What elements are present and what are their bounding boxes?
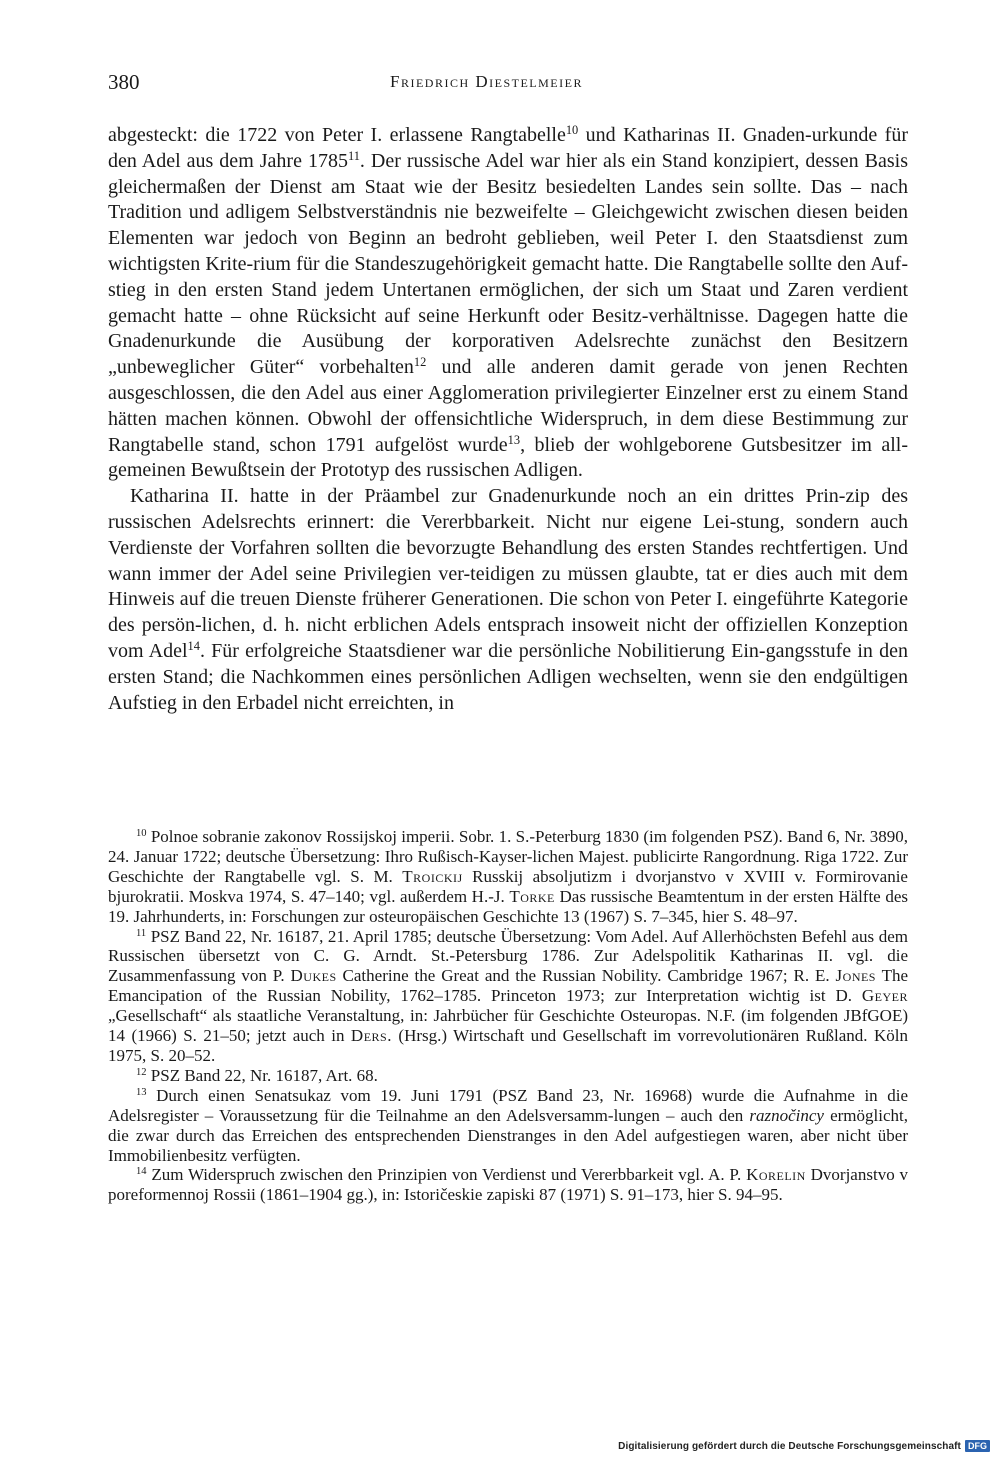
footnote-number: 13 (136, 1086, 147, 1098)
main-text (108, 123, 908, 716)
author-name: Ders. (350, 1026, 392, 1046)
digitization-footer (618, 1440, 990, 1452)
text-run: . Der russische Adel war hier als ein Stand konzipiert, dessen Basis gleichermaßen der Dienst am Staat wie der Besitz besiedelten Landes sein sollte. Das – nach Tradition und adligem Selbstverständnis nie bezweifelte – Gleichgewicht zwischen diesen beiden Elementen war jedoch von Beginn an bedroht geblieben, weil Peter I. den Staatsdienst zum wichtigsten Krite-rium für die Standeszugehörigkeit gemacht hatte. Die Rangtabelle sollte den Auf-stieg in den ersten Stand jedem Untertanen ermöglichen, der sich um Staat und Zaren verdient gemacht hatte – ohne Rücksicht auf seine Herkunft oder Besitz-verhältnisse. Dagegen hatte die Gnadenurkunde die Ausübung der korporativen Adelsrechte zunächst den Besitzern „unbeweglicher Güter“ vorbehalten (108, 149, 908, 379)
author-name: Geyer (861, 986, 908, 1006)
footnote-ref: 13 (507, 432, 521, 447)
author-name: Dukes (290, 966, 337, 986)
text-run: PSZ Band 22, Nr. 16187, Art. 68. (146, 1065, 378, 1085)
paragraph-2 (108, 484, 908, 716)
text-run: Russkij absoljutizm i dvorjanstvo v XVIII v. Formirovanie bjurokratii. Moskva 1974, S. 47–140; vgl. außerdem H.-J. (108, 866, 908, 906)
footnote-12 (108, 1066, 908, 1086)
page-header (108, 70, 908, 100)
text-run: Durch einen Senatsukaz vom 19. Juni 1791 (PSZ Band 23, Nr. 16968) wurde die Aufnahme in die Adelsregister – Voraussetzung für die Teilnahme an den Adelsversamm-lungen – auch den (108, 1085, 908, 1125)
text-run: Katharina II. hatte in der Präambel zur Gnadenurkunde noch an ein drittes Prin-zip des russischen Adelsrechts erinnert: die Vererbbarkeit. Nicht nur eigene Lei-stung, sondern auch Verdienste der Vorfahren sollten die bevorzugte Behandlung des ersten Standes rechtfertigen. Und wann immer der Adel seine Privilegien ver-teidigen zu müssen glaubte, tat er dies auch mit dem Hinweis auf die treuen Dienste früherer Generationen. Die schon von Peter I. eingeführte Kategorie des persön-lichen, d. h. nicht erblichen Adels entsprach insoweit nicht der offiziellen Konzeption vom Adel (108, 485, 908, 662)
footnote-ref: 10 (565, 123, 579, 138)
footnote-10 (108, 827, 908, 927)
italic-term: raznočincy (749, 1105, 824, 1125)
text-run: , blieb der wohlgeborene Gutsbesitzer im all-gemeinen Bewußtsein der Prototyp des russischen Adligen. (108, 433, 908, 482)
text-run: Catherine the Great and the Russian Nobility. Cambridge 1967; R. E. (336, 966, 836, 986)
author-name: Jones (835, 966, 876, 986)
page-number: 380 (108, 70, 140, 94)
text-run: . Für erfolgreiche Staatsdiener war die persönliche Nobilitierung Ein-gangsstufe in den ersten Stand; die Nachkommen eines persönlichen Adligen wechselten, wenn sie den endgültigen Aufstieg in den Erbadel nicht erreichten, in (108, 639, 908, 714)
text-run: ermöglicht, die zwar durch das Erreichen des entsprechenden Dienstranges in den Adel aufgestiegen waren, aber nicht über Immobilienbesitz verfügten. (108, 1105, 908, 1165)
text-run: Dvorjanstvo v poreformennoj Rossii (1861–1904 gg.), in: Istoričeskie zapiski 87 (1971) S. 91–173, hier S. 94–95. (108, 1165, 908, 1205)
author-name: Troickij (402, 866, 463, 886)
footnote-ref: 11 (347, 148, 360, 163)
text-run: PSZ Band 22, Nr. 16187, 21. April 1785; deutsche Übersetzung: Vom Adel. Auf Allerhöchsten Befehl aus dem Russischen übersetzt von C. G. Arndt. St.-Petersburg 1786. Zur Adelspolitik Katharinas II. vgl. die Zusammenfassung von P. (108, 926, 908, 986)
footnotes (108, 827, 908, 1205)
text-run: Zum Widerspruch zwischen den Prinzipien von Verdienst und Vererbbarkeit vgl. A. P. (146, 1165, 747, 1185)
dfg-logo-icon: DFG (965, 1440, 990, 1452)
footnote-number: 12 (136, 1067, 147, 1079)
text-run: und alle anderen damit gerade von jenen Rechten ausgeschlossen, die den Adel aus einer Agglomeration privilegierter Einzelner erst zu einem Stand hätten machen können. Obwohl der offensichtliche Widerspruch, in dem diese Bestimmung zur Rangtabelle stand, schon 1791 aufgelöst wurde (108, 356, 908, 456)
footnote-number: 10 (136, 828, 147, 840)
footnote-number: 11 (136, 927, 147, 939)
text-run: Das russische Beamtentum in der ersten Hälfte des 19. Jahrhunderts, in: Forschungen zur osteuropäischen Geschichte 13 (1967) S. 7–345, hier S. 48–97. (108, 886, 908, 926)
footnote-ref: 12 (413, 355, 427, 370)
text-run: The Emancipation of the Russian Nobility, 1762–1785. Princeton 1973; zur Interpretation wichtig ist D. (108, 966, 909, 1006)
footnote-number: 14 (136, 1166, 147, 1178)
running-head: Friedrich Diestelmeier (390, 72, 583, 91)
footnote-14 (108, 1165, 908, 1205)
footnote-11 (108, 927, 908, 1066)
paragraph-1 (108, 123, 908, 484)
text-run: abgesteckt: die 1722 von Peter I. erlassene Rangtabelle (108, 124, 566, 146)
text-run: Polnoe sobranie zakonov Rossijskoj imperii. Sobr. 1. S.-Peterburg 1830 (im folgenden PSZ). Band 6, Nr. 3890, 24. Januar 1722; deutsche Übersetzung: Ihro Rußisch-Kayser-lichen Majest. publicirte Rangordnung. Riga 1722. Zur Geschichte der Rangtabelle vgl. S. M. (108, 827, 908, 886)
footnote-13 (108, 1086, 908, 1166)
text-run: (Hrsg.) Wirtschaft und Gesellschaft im vorrevolutionären Rußland. Köln 1975, S. 20–52. (108, 1026, 908, 1065)
text-run: und Katharinas II. Gnaden-urkunde für den Adel aus dem Jahre 1785 (108, 124, 908, 172)
author-name: Torke (509, 886, 555, 906)
digitization-note: Digitalisierung gefördert durch die Deutsche Forschungsgemeinschaft (618, 1440, 961, 1452)
text-run: „Gesellschaft“ als staatliche Veranstaltung, in: Jahrbücher für Geschichte Osteuropas. N.F. (im folgenden JBfGOE) 14 (1966) S. 21–50; jetzt auch in (108, 1006, 908, 1046)
footnote-ref: 14 (187, 639, 200, 654)
author-name: Korelin (746, 1165, 806, 1185)
